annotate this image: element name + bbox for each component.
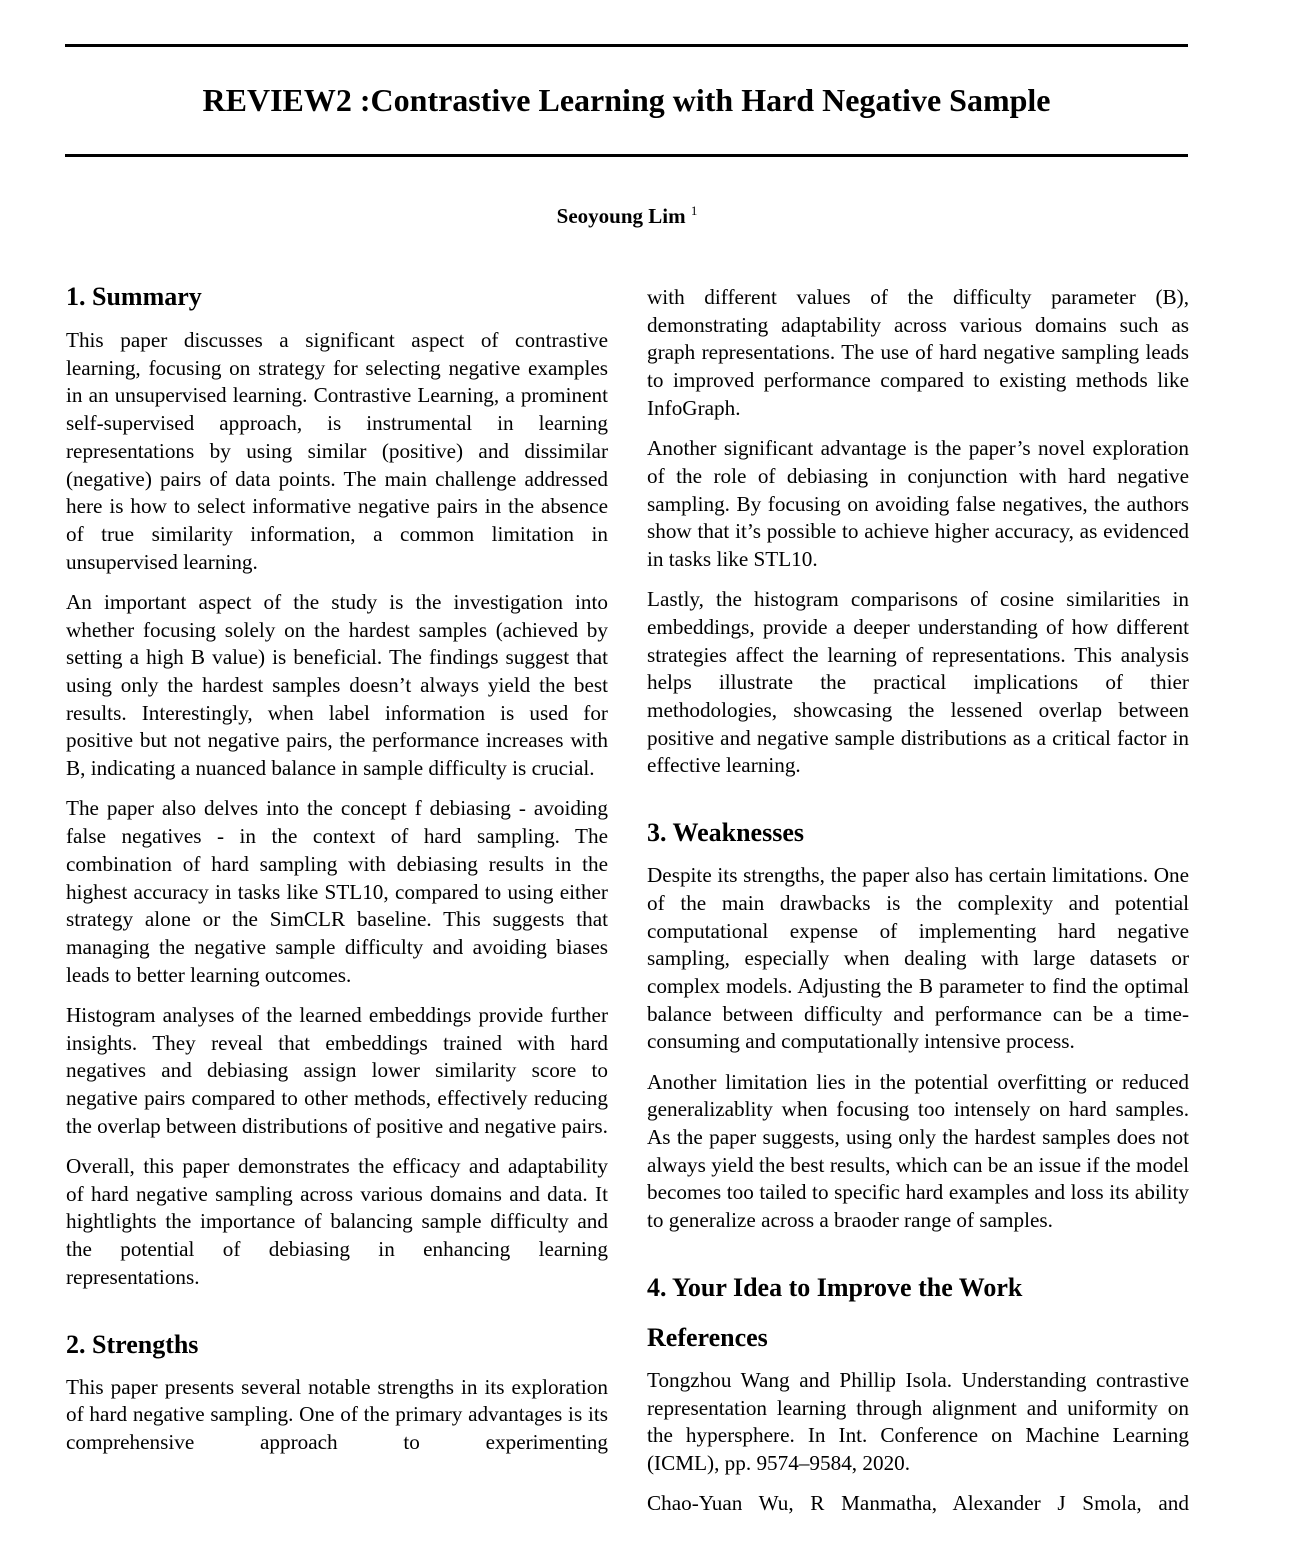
- title-bottom-rule: [65, 154, 1188, 157]
- strengths-paragraph: Another significant advantage is the paper’s novel exploration of the role of debiasing in conjunction with hard negative sampling. By focusing on avoiding false negatives, the authors show that it’s possible to achieve higher accuracy, as evidenced in tasks like STL10.: [647, 436, 1189, 571]
- left-column: [66, 280, 608, 1469]
- strengths-paragraph: This paper presents several notable strengths in its exploration of hard negative sampling. One of the primary advantages is its comprehensive approach to experimenting: [66, 1374, 608, 1454]
- summary-paragraph: This paper discusses a significant aspect of contrastive learning, focusing on strategy for selecting negative examples in an unsupervised learning. Contrastive Learning, a prominent self-supervised approach, is instrumental in learning representations by using similar (positive) and dissimilar (negative) pairs of data points. The main challenge addressed here is how to select informative negative pairs in the absence of true similarity information, a common limitation in unsupervised learning.: [66, 328, 608, 574]
- section-heading-idea: 4. Your Idea to Improve the Work: [647, 1272, 1023, 1302]
- right-column: [647, 284, 1189, 1531]
- strengths-paragraph-continued: with different values of the difficulty parameter (B), demonstrating adaptability across various domains such as graph representations. The use of hard negative sampling leads to improved performance compared to existing methods like InfoGraph.: [647, 285, 1189, 420]
- weaknesses-paragraph: Despite its strengths, the paper also has certain limitations. One of the main drawbacks is the complexity and potential computational expense of implementing hard negative sampling, especially when dealing with large datasets or complex models. Adjusting the B parameter to find the optimal balance between difficulty and performance can be a time-consuming and computationally intensive process.: [647, 863, 1189, 1054]
- section-heading-references: References: [647, 1322, 768, 1352]
- summary-paragraph: Overall, this paper demonstrates the efficacy and adaptability of hard negative sampling across various domains and data. It hightlights the importance of balancing sample difficulty and the potential of debiasing in enhancing learning representations.: [66, 1154, 608, 1289]
- section-heading-strengths: 2. Strengths: [66, 1329, 199, 1359]
- affiliation-mark: 1: [690, 203, 698, 218]
- top-rule: [65, 44, 1188, 47]
- paper-title: REVIEW2 :Contrastive Learning with Hard Negative Sample: [202, 82, 1051, 118]
- reference-item: Tongzhou Wang and Phillip Isola. Understanding contrastive representation learning through alignment and uniformity on the hypersphere. In Int. Conference on Machine Learning (ICML), pp. 9574–9584, 2020.: [647, 1367, 1189, 1475]
- summary-paragraph: Histogram analyses of the learned embeddings provide further insights. They reveal that embeddings trained with hard negatives and debiasing assign lower similarity score to negative pairs compared to other methods, effectively reducing the overlap between distributions of positive and negative pairs.: [66, 1002, 608, 1138]
- author-name: Seoyoung Lim: [556, 204, 686, 228]
- section-heading-summary: 1. Summary: [66, 282, 202, 311]
- reference-item: Chao-Yuan Wu, R Manmatha, Alexander J Smola, and: [647, 1491, 1189, 1516]
- summary-paragraph: An important aspect of the study is the investigation into whether focusing solely on the hardest samples (achieved by setting a high B value) is beneficial. The findings suggest that using only the hardest samples doesn’t always yield the best results. Interestingly, when label information is used for positive but not negative pairs, the performance increases with B, indicating a nuanced balance in sample difficulty is crucial.: [66, 589, 608, 781]
- section-heading-weaknesses: 3. Weaknesses: [647, 818, 804, 848]
- strengths-paragraph: Lastly, the histogram comparisons of cosine similarities in embeddings, provide a deeper understanding of how different strategies affect the learning of representations. This analysis helps illustrate the practical implications of thier methodologies, showcasing the lessened overlap between positive and negative sample distributions as a critical factor in effective learning.: [647, 587, 1189, 778]
- weaknesses-paragraph: Another limitation lies in the potential overfitting or reduced generalizablity when focusing too intensely on hard samples. As the paper suggests, using only the hardest samples does not always yield the best results, which can be an issue if the model becomes too tailed to specific hard examples and loss its ability to generalize across a braoder range of samples.: [647, 1069, 1189, 1233]
- summary-paragraph: The paper also delves into the concept f debiasing - avoiding false negatives - in the context of hard sampling. The combination of hard sampling with debiasing results in the highest accuracy in tasks like STL10, compared to using either strategy alone or the SimCLR baseline. This suggests that managing the negative sample difficulty and avoiding biases leads to better learning outcomes.: [66, 796, 608, 987]
- author: [0, 203, 1254, 229]
